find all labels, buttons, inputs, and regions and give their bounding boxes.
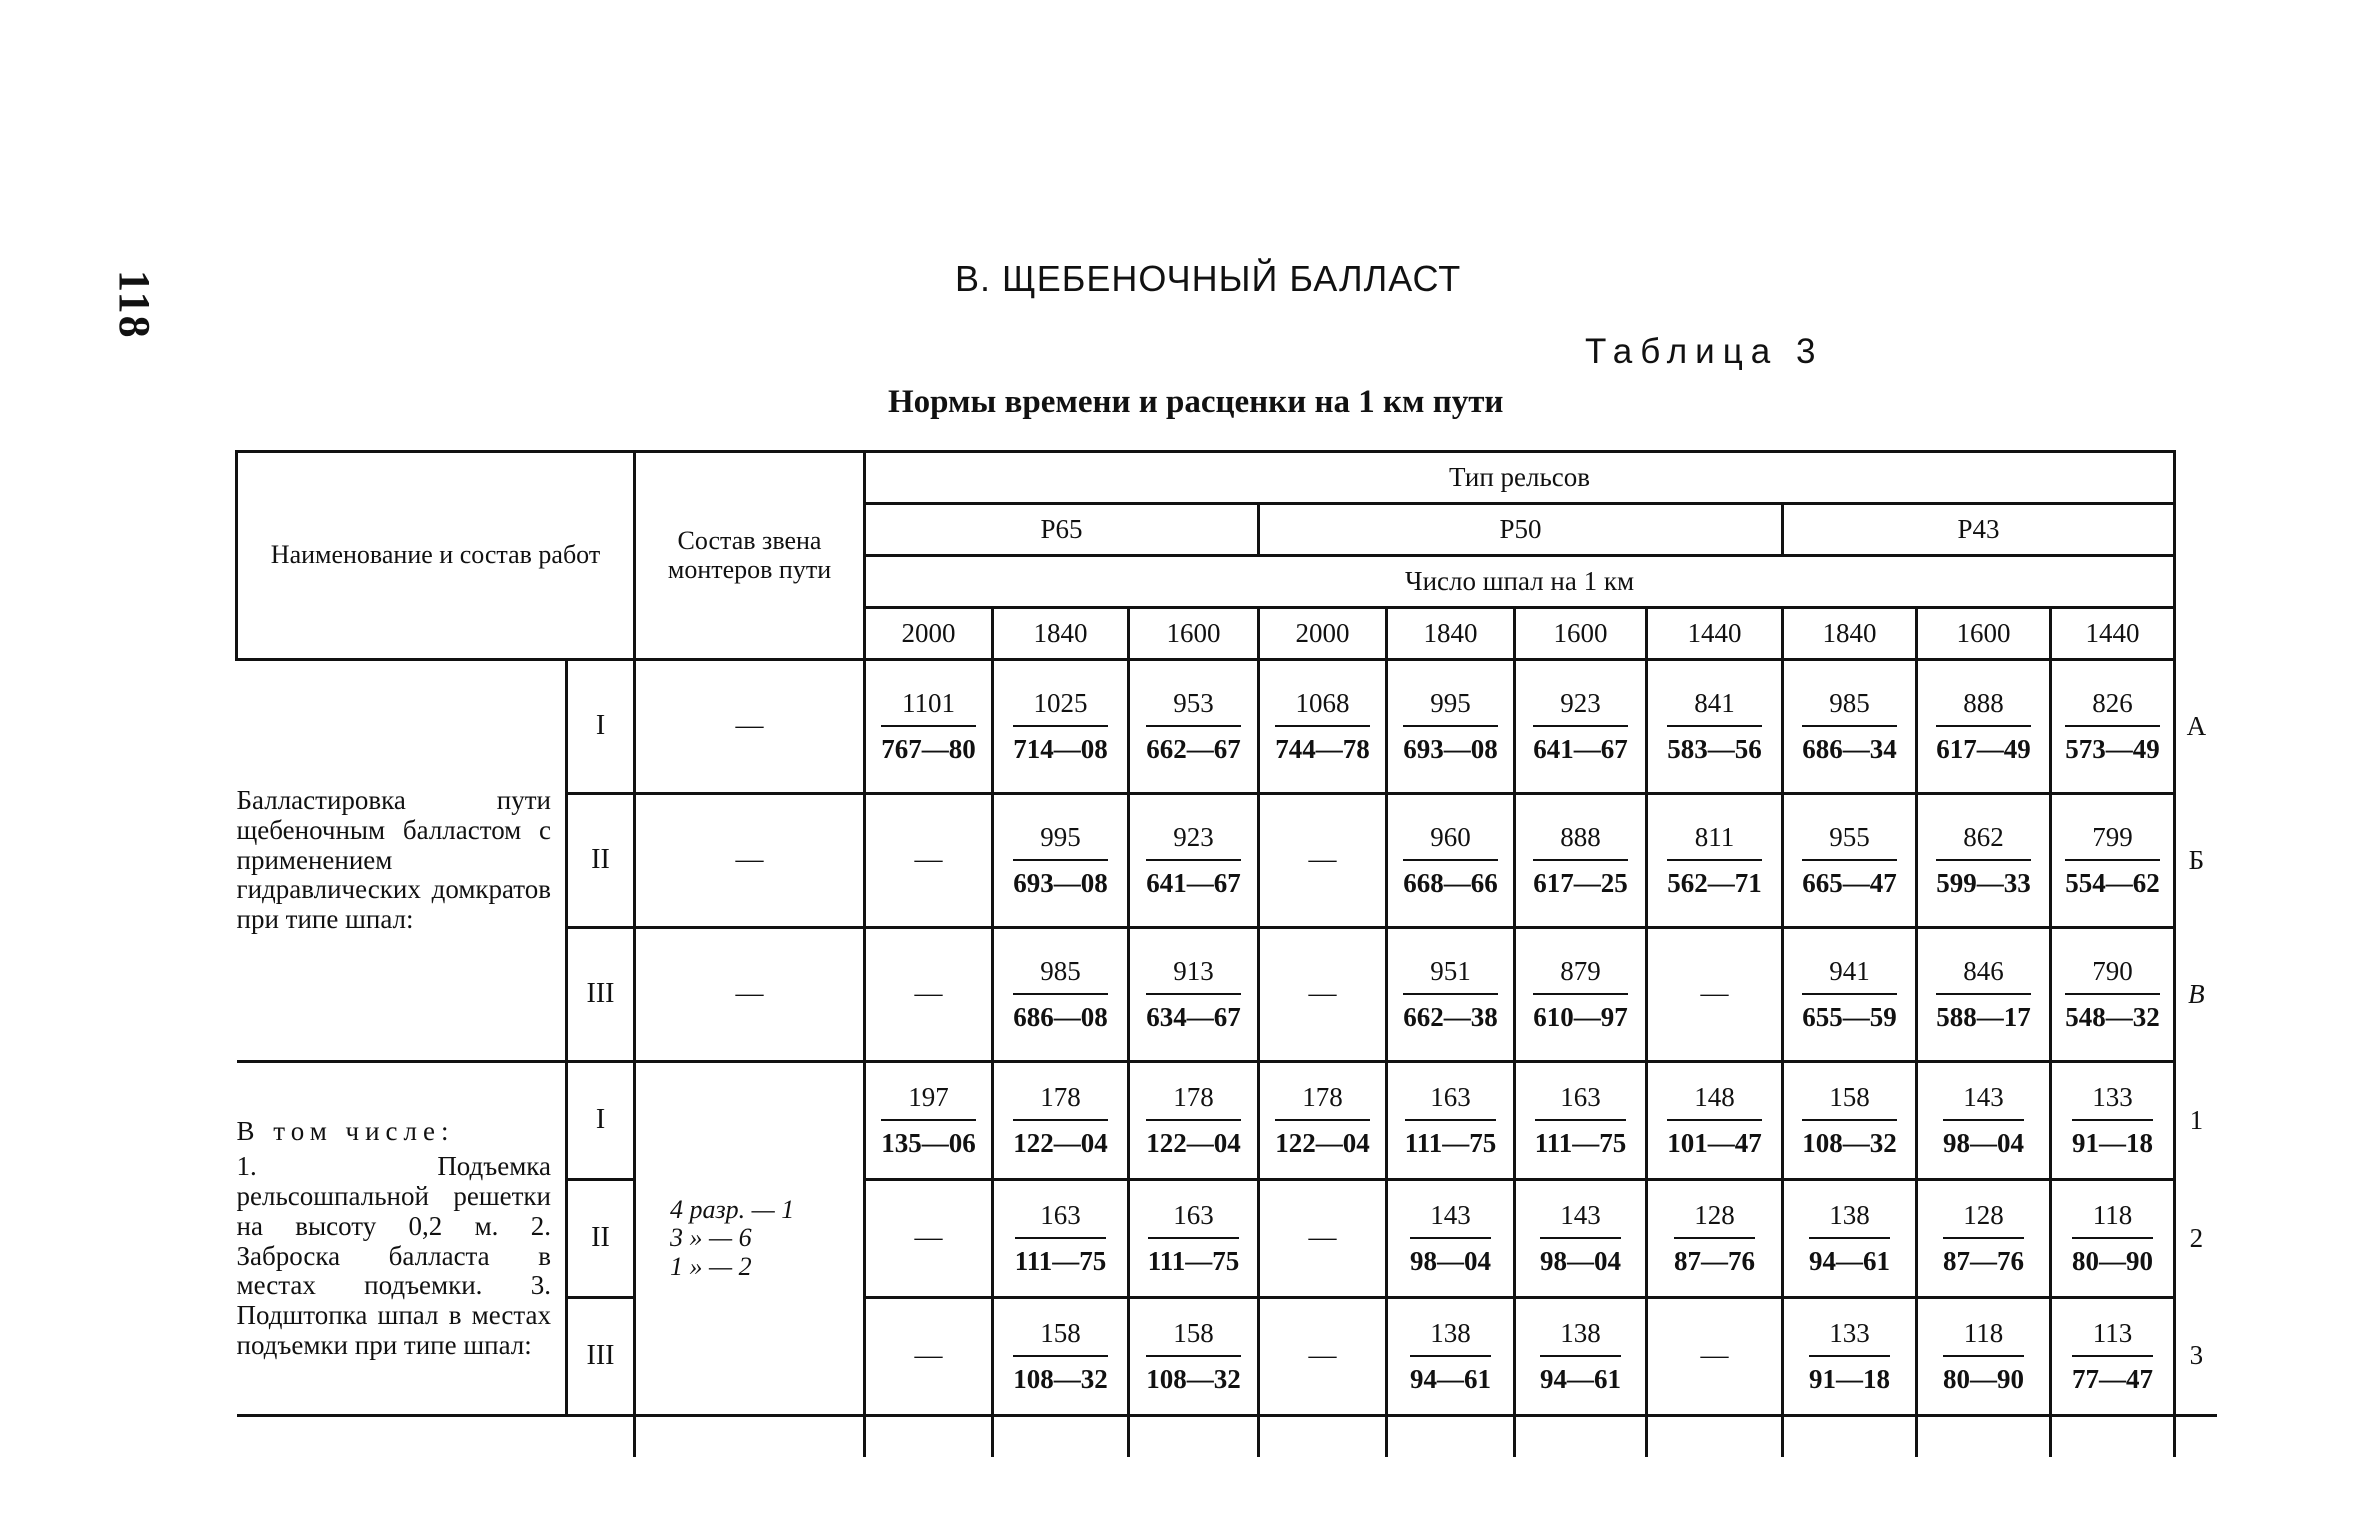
rate-cell [1783, 1180, 1917, 1298]
empty-dash: — [1308, 978, 1337, 1010]
price-rate: 98—04 [1540, 1245, 1621, 1276]
rate-cell [1783, 660, 1917, 794]
rate-cell [1259, 660, 1387, 794]
rate-cell [2051, 1180, 2175, 1298]
row-mark: 2 [2189, 1222, 2204, 1253]
group-ballasting [237, 660, 2217, 1062]
time-norm: 158 [1146, 1319, 1241, 1357]
price-rate: 617—25 [1533, 867, 1628, 898]
rate-fraction [1802, 1083, 1897, 1158]
rate-cell [2051, 660, 2175, 794]
header-sleeper-count: 1840 [1783, 608, 1917, 660]
price-rate: 108—32 [1013, 1363, 1108, 1394]
section-title: В. ЩЕБЕНОЧНЫЙ БАЛЛАСТ [955, 258, 1462, 299]
rate-cell [993, 1298, 1129, 1416]
rate-fraction [1936, 689, 2031, 764]
rate-fraction [1148, 1201, 1240, 1276]
rate-cell [2051, 1298, 2175, 1416]
sleeper-type: I [567, 660, 635, 794]
rate-cell [1783, 928, 1917, 1062]
header-sleeper-count: 1600 [1917, 608, 2051, 660]
time-norm: 879 [1533, 957, 1628, 995]
rate-fraction [1802, 823, 1897, 898]
price-rate: 548—32 [2065, 1001, 2160, 1032]
rate-fraction [1410, 1201, 1491, 1276]
price-rate: 665—47 [1802, 867, 1897, 898]
price-rate: 573—49 [2065, 733, 2160, 764]
rate-cell [1917, 1062, 2051, 1180]
header-crew: Состав звена монтеров пути [635, 452, 865, 660]
rate-cell [1129, 660, 1259, 794]
rate-cell [1515, 1180, 1647, 1298]
price-rate: 94—61 [1410, 1363, 1491, 1394]
table-label: Таблица 3 [1585, 332, 1824, 371]
rate-cell [1259, 794, 1387, 928]
rate-cell [1515, 1298, 1647, 1416]
rate-cell [1515, 928, 1647, 1062]
price-rate: 87—76 [1943, 1245, 2024, 1276]
time-norm: 995 [1013, 823, 1108, 861]
rate-cell [1647, 794, 1783, 928]
rate-fraction [1667, 823, 1762, 898]
price-rate: 80—90 [2072, 1245, 2154, 1276]
rate-fraction [1013, 1083, 1108, 1158]
price-rate: 91—18 [1809, 1363, 1890, 1394]
price-rate: 610—97 [1533, 1001, 1628, 1032]
time-norm: 985 [1802, 689, 1897, 727]
rate-fraction [2072, 1201, 2153, 1276]
sleeper-type: III [567, 928, 635, 1062]
time-norm: 163 [1535, 1083, 1627, 1121]
rate-fraction [1533, 823, 1628, 898]
time-norm: 143 [1943, 1083, 2024, 1121]
header-blank [2175, 452, 2217, 660]
rate-cell [1129, 928, 1259, 1062]
price-rate: 77—47 [2072, 1363, 2154, 1394]
price-rate: 101—47 [1667, 1127, 1762, 1158]
price-rate: 122—04 [1275, 1127, 1370, 1158]
price-rate: 108—32 [1802, 1127, 1897, 1158]
rate-cell [865, 794, 993, 928]
header-sleeper-count: 1840 [993, 608, 1129, 660]
rate-cell [1647, 928, 1783, 1062]
sleeper-type: II [567, 1180, 635, 1298]
rate-cell [1129, 1180, 1259, 1298]
rate-fraction [1540, 1201, 1621, 1276]
price-rate: 714—08 [1013, 733, 1108, 764]
time-norm: 862 [1936, 823, 2031, 861]
price-rate: 634—67 [1146, 1001, 1241, 1032]
row-mark: В [2188, 978, 2205, 1009]
sleeper-type: III [567, 1298, 635, 1416]
rate-cell [1917, 1298, 2051, 1416]
rate-cell [993, 794, 1129, 928]
rate-cell [1387, 794, 1515, 928]
page-number: 118 [110, 270, 159, 340]
rate-cell [1259, 1062, 1387, 1180]
rate-fraction [1809, 1201, 1890, 1276]
rate-cell [1387, 928, 1515, 1062]
crew-cell: — [635, 794, 865, 928]
header-sleepers-per-km: Число шпал на 1 км [865, 556, 2175, 608]
work-name [237, 660, 567, 1062]
price-rate: 111—75 [1014, 1245, 1107, 1276]
rate-fraction [2065, 957, 2160, 1032]
empty-dash: — [1700, 1340, 1729, 1372]
price-rate: 108—32 [1146, 1363, 1241, 1394]
rate-fraction [881, 1083, 976, 1158]
rate-fraction [1013, 957, 1108, 1032]
time-norm: 138 [1540, 1319, 1621, 1357]
rate-fraction [1013, 689, 1108, 764]
rate-cell [993, 1180, 1129, 1298]
crew-line: 1 » — 2 [670, 1251, 752, 1281]
rate-cell [1387, 660, 1515, 794]
rate-cell [1515, 1062, 1647, 1180]
rate-fraction [2065, 823, 2160, 898]
empty-dash: — [1308, 844, 1337, 876]
header-sleeper-count: 2000 [865, 608, 993, 660]
time-norm: 846 [1936, 957, 2031, 995]
rate-fraction [1146, 1319, 1241, 1394]
rate-fraction [1015, 1201, 1107, 1276]
price-rate: 686—34 [1802, 733, 1897, 764]
rate-fraction [1943, 1083, 2024, 1158]
header-rail-type: Тип рельсов [865, 452, 2175, 504]
price-rate: 122—04 [1013, 1127, 1108, 1158]
rate-fraction [1936, 823, 2031, 898]
rate-fraction [2072, 1083, 2153, 1158]
time-norm: 985 [1013, 957, 1108, 995]
rate-fraction [1809, 1319, 1890, 1394]
rate-fraction [1405, 1083, 1497, 1158]
time-norm: 811 [1667, 823, 1762, 861]
rate-cell [865, 928, 993, 1062]
time-norm: 923 [1146, 823, 1241, 861]
time-norm: 790 [2065, 957, 2160, 995]
time-norm: 888 [1533, 823, 1628, 861]
rate-fraction [1540, 1319, 1621, 1394]
price-rate: 94—61 [1540, 1363, 1621, 1394]
time-norm: 118 [1943, 1319, 2024, 1357]
time-norm: 163 [1405, 1083, 1497, 1121]
sleeper-type: I [567, 1062, 635, 1180]
rate-cell [1129, 794, 1259, 928]
price-rate: 80—90 [1943, 1363, 2024, 1394]
empty-dash: — [1700, 978, 1729, 1010]
sleeper-type: II [567, 794, 635, 928]
header-sleeper-count: 1600 [1129, 608, 1259, 660]
time-norm: 148 [1667, 1083, 1762, 1121]
row-mark: 1 [2189, 1104, 2204, 1135]
price-rate: 668—66 [1403, 867, 1498, 898]
time-norm: 133 [2072, 1083, 2153, 1121]
rate-cell [1515, 794, 1647, 928]
time-norm: 158 [1013, 1319, 1108, 1357]
norms-table [235, 450, 2217, 1457]
time-norm: 913 [1146, 957, 1241, 995]
rate-fraction [2065, 689, 2160, 764]
time-norm: 841 [1667, 689, 1762, 727]
empty-dash: — [914, 844, 943, 876]
time-norm: 799 [2065, 823, 2160, 861]
rate-cell [1647, 1298, 1783, 1416]
price-rate: 87—76 [1674, 1245, 1755, 1276]
crew-cell: — [635, 928, 865, 1062]
time-norm: 128 [1943, 1201, 2024, 1239]
time-norm: 138 [1809, 1201, 1890, 1239]
rate-fraction [1535, 1083, 1627, 1158]
rate-cell [1917, 794, 2051, 928]
rate-cell [993, 1062, 1129, 1180]
work-description: 1. Подъемка рельсошпальной решетки на высоту 0,2 м. 2. Заброска балласта в местах подъемки. 3. Подштопка шпал в местах подъемки при типе шпал: [236, 1151, 551, 1360]
rate-cell [1647, 1062, 1783, 1180]
price-rate: 94—61 [1809, 1245, 1890, 1276]
header-rail-r43: Р43 [1783, 504, 2175, 556]
time-norm: 143 [1410, 1201, 1491, 1239]
time-norm: 197 [881, 1083, 976, 1121]
row-mark: А [2186, 710, 2207, 741]
price-rate: 655—59 [1802, 1001, 1897, 1032]
rate-cell [1917, 928, 2051, 1062]
empty-dash: — [914, 978, 943, 1010]
rate-fraction [1533, 689, 1628, 764]
time-norm: 955 [1802, 823, 1897, 861]
rate-fraction [1403, 957, 1498, 1032]
rate-cell [2051, 794, 2175, 928]
empty-dash: — [1308, 1222, 1337, 1254]
rate-fraction [1936, 957, 2031, 1032]
time-norm: 143 [1540, 1201, 1621, 1239]
rate-fraction [1146, 823, 1241, 898]
price-rate: 744—78 [1275, 733, 1370, 764]
price-rate: 588—17 [1936, 1001, 2031, 1032]
header-sleeper-count: 1840 [1387, 608, 1515, 660]
rate-fraction [1943, 1319, 2024, 1394]
empty-dash: — [914, 1222, 943, 1254]
price-rate: 599—33 [1936, 867, 2031, 898]
rate-cell [1129, 1298, 1259, 1416]
price-rate: 135—06 [881, 1127, 976, 1158]
price-rate: 122—04 [1146, 1127, 1241, 1158]
time-norm: 128 [1674, 1201, 1755, 1239]
rate-fraction [1403, 689, 1498, 764]
header-sleeper-count: 1600 [1515, 608, 1647, 660]
price-rate: 111—75 [1534, 1127, 1627, 1158]
rate-fraction [1013, 823, 1108, 898]
rate-cell [1259, 1298, 1387, 1416]
work-heading: В том числе: [236, 1115, 455, 1146]
rate-cell [1259, 928, 1387, 1062]
time-norm: 826 [2065, 689, 2160, 727]
rate-fraction [2072, 1319, 2153, 1394]
time-norm: 1025 [1013, 689, 1108, 727]
header-sleeper-count: 2000 [1259, 608, 1387, 660]
time-norm: 178 [1013, 1083, 1108, 1121]
rate-cell [1917, 1180, 2051, 1298]
rate-cell [1917, 660, 2051, 794]
time-norm: 113 [2072, 1319, 2153, 1357]
rate-fraction [1667, 689, 1762, 764]
header-sleeper-count: 1440 [2051, 608, 2175, 660]
table-row [237, 1062, 2217, 1180]
rate-fraction [1146, 689, 1241, 764]
price-rate: 98—04 [1410, 1245, 1491, 1276]
rate-fraction [1013, 1319, 1108, 1394]
rate-cell [993, 928, 1129, 1062]
rate-cell [1129, 1062, 1259, 1180]
crew-composition [635, 1062, 865, 1416]
rate-cell [865, 660, 993, 794]
rate-fraction [1275, 1083, 1370, 1158]
rate-cell [2051, 1062, 2175, 1180]
rate-fraction [1403, 823, 1498, 898]
price-rate: 662—38 [1403, 1001, 1498, 1032]
time-norm: 1101 [881, 689, 976, 727]
rate-fraction [1146, 1083, 1241, 1158]
header-rail-r65: Р65 [865, 504, 1259, 556]
rate-cell [1783, 794, 1917, 928]
time-norm: 118 [2072, 1201, 2153, 1239]
price-rate: 767—80 [881, 733, 976, 764]
price-rate: 583—56 [1667, 733, 1762, 764]
rate-cell [1515, 660, 1647, 794]
rate-fraction [1802, 689, 1897, 764]
row-mark: 3 [2189, 1339, 2204, 1370]
time-norm: 178 [1275, 1083, 1370, 1121]
price-rate: 617—49 [1936, 733, 2031, 764]
time-norm: 163 [1148, 1201, 1240, 1239]
price-rate: 693—08 [1013, 867, 1108, 898]
rate-cell [865, 1180, 993, 1298]
price-rate: 693—08 [1403, 733, 1498, 764]
time-norm: 158 [1802, 1083, 1897, 1121]
row-mark: Б [2188, 844, 2205, 875]
time-norm: 923 [1533, 689, 1628, 727]
price-rate: 686—08 [1013, 1001, 1108, 1032]
header-rail-r50: Р50 [1259, 504, 1783, 556]
rate-cell [1647, 1180, 1783, 1298]
time-norm: 960 [1403, 823, 1498, 861]
empty-dash: — [1308, 1340, 1337, 1372]
crew-line: 3 » — 6 [670, 1223, 752, 1253]
table-caption: Нормы времени и расценки на 1 км пути [888, 384, 1504, 420]
rate-fraction [1802, 957, 1897, 1032]
rate-cell [993, 660, 1129, 794]
price-rate: 111—75 [1147, 1245, 1240, 1276]
price-rate: 662—67 [1146, 733, 1241, 764]
rate-cell [1387, 1180, 1515, 1298]
time-norm: 1068 [1275, 689, 1370, 727]
price-rate: 641—67 [1146, 867, 1241, 898]
rate-cell [1259, 1180, 1387, 1298]
time-norm: 138 [1410, 1319, 1491, 1357]
time-norm: 888 [1936, 689, 2031, 727]
rate-cell [1783, 1062, 1917, 1180]
price-rate: 111—75 [1404, 1127, 1497, 1158]
rate-cell [1387, 1298, 1515, 1416]
time-norm: 163 [1015, 1201, 1107, 1239]
price-rate: 91—18 [2072, 1127, 2154, 1158]
table-row [237, 660, 2217, 794]
rate-fraction [881, 689, 976, 764]
work-name [237, 1062, 567, 1416]
price-rate: 98—04 [1943, 1127, 2024, 1158]
rate-fraction [1146, 957, 1241, 1032]
time-norm: 178 [1146, 1083, 1241, 1121]
rate-fraction [1275, 689, 1370, 764]
time-norm: 941 [1802, 957, 1897, 995]
time-norm: 951 [1403, 957, 1498, 995]
group-including [237, 1062, 2217, 1416]
rate-cell [1387, 1062, 1515, 1180]
price-rate: 562—71 [1667, 867, 1762, 898]
rate-fraction [1667, 1083, 1762, 1158]
crew-line: 4 разр. — 1 [670, 1194, 795, 1224]
rate-cell [865, 1062, 993, 1180]
header-work-name: Наименование и состав работ [237, 452, 635, 660]
rate-cell [2051, 928, 2175, 1062]
crew-cell: — [635, 660, 865, 794]
work-description: Балластировка пути щебеночным балластом с применением гидравлических домкратов при типе шпал: [236, 785, 551, 935]
rate-cell [865, 1298, 993, 1416]
time-norm: 133 [1809, 1319, 1890, 1357]
rate-cell [1647, 660, 1783, 794]
price-rate: 554—62 [2065, 867, 2160, 898]
time-norm: 995 [1403, 689, 1498, 727]
rate-cell [1783, 1298, 1917, 1416]
price-rate: 641—67 [1533, 733, 1628, 764]
rate-fraction [1533, 957, 1628, 1032]
rate-fraction [1410, 1319, 1491, 1394]
time-norm: 953 [1146, 689, 1241, 727]
rate-fraction [1943, 1201, 2024, 1276]
rate-fraction [1674, 1201, 1755, 1276]
empty-dash: — [914, 1340, 943, 1372]
header-sleeper-count: 1440 [1647, 608, 1783, 660]
